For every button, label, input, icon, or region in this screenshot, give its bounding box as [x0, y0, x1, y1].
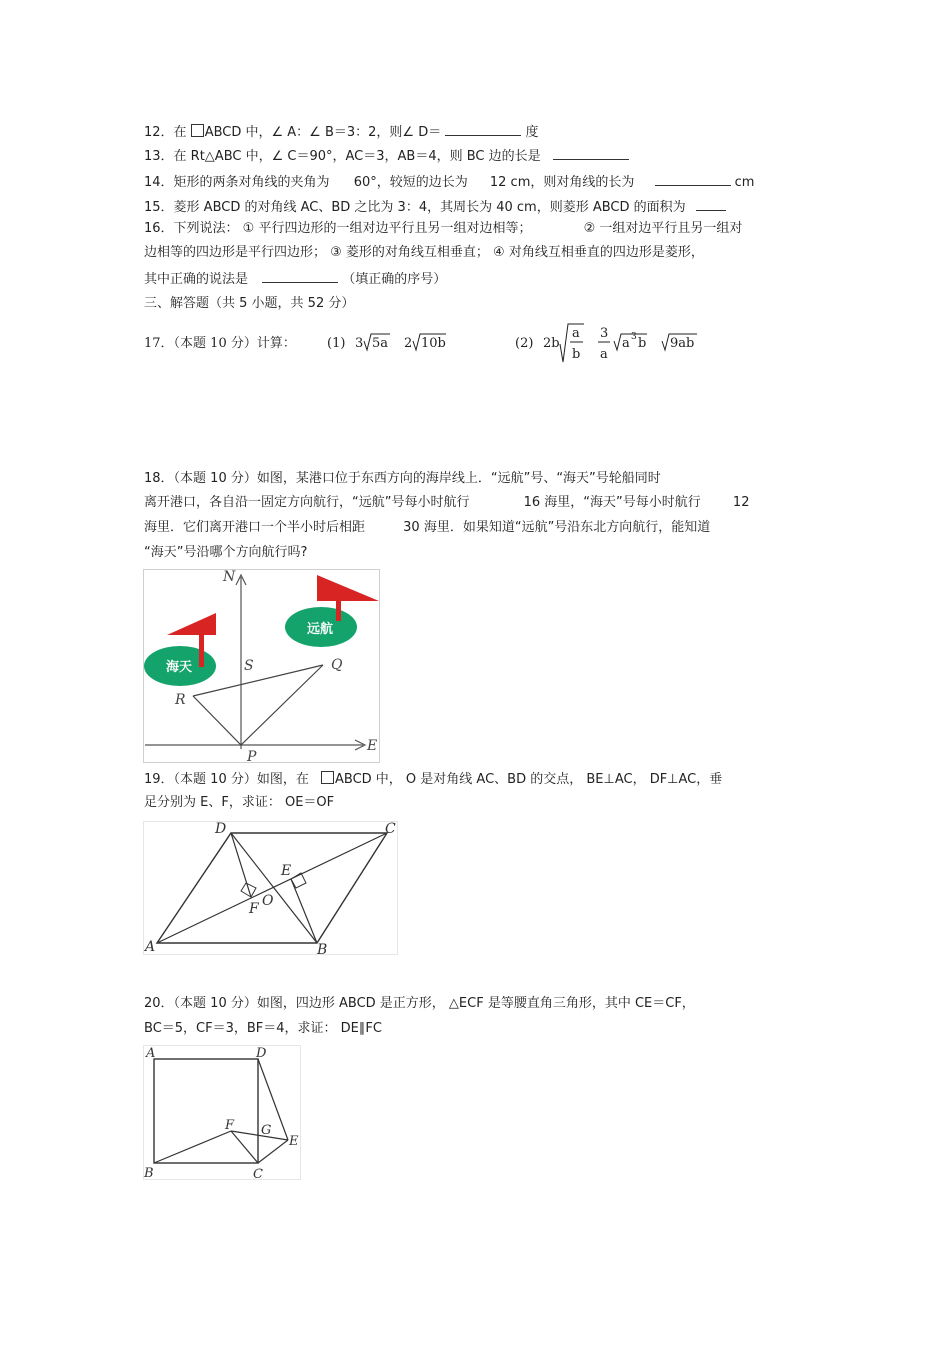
svg-text:b: b	[638, 336, 647, 351]
question-17	[144, 322, 764, 372]
svg-text:远航: 远航	[307, 622, 334, 637]
svg-text:2: 2	[404, 336, 413, 351]
svg-text:E: E	[289, 1134, 299, 1149]
svg-text:Q: Q	[331, 657, 343, 673]
question-18-line-1: 18．（本题 10 分）如图，某港口位于东西方向的海岸线上．“远航”号、“海天”号轮船同时	[144, 471, 661, 486]
svg-text:B: B	[317, 942, 328, 956]
question-20-line-1: 20．（本题 10 分）如图，四边形 ABCD 是正方形， △ECF 是等腰直角三角形，其中 CE＝CF，	[144, 996, 695, 1011]
question-18-line-2: 离开港口，各自沿一固定方向航行，“远航”号每小时航行 16 海里，“海天”号每小时航行 12	[144, 495, 750, 510]
route-lines	[193, 665, 323, 745]
svg-text:P: P	[247, 749, 257, 764]
segment-ce	[258, 1140, 288, 1163]
flag-pole	[336, 599, 341, 621]
diagonal-bd	[231, 833, 317, 943]
answer-blank-15[interactable]	[696, 198, 726, 211]
answer-blank-16[interactable]	[262, 270, 338, 283]
question-18-line-3: 海里．它们离开港口一个半小时后相距 30 海里．如果知道“远航”号沿东北方向航行，能知道	[144, 520, 711, 535]
svg-text:5a: 5a	[372, 336, 389, 351]
flag-pole	[199, 635, 204, 667]
question-16-line-1: 16．下列说法： ① 平行四边形的一组对边平行且另一组对边相等； ② 一组对边平行且另一组对	[144, 221, 743, 236]
segment-fe	[231, 1131, 288, 1140]
svg-text:10b: 10b	[421, 336, 446, 351]
figure-19	[143, 821, 399, 956]
question-19-line-1: 19．（本题 10 分）如图，在 ABCD 中， O 是对角线 AC、BD 的交点， BE⊥AC， DF⊥AC，垂	[144, 772, 723, 787]
svg-text:a: a	[622, 336, 630, 351]
answer-blank-12[interactable]	[445, 123, 521, 136]
segment-df	[231, 833, 251, 897]
svg-text:A: A	[145, 939, 156, 955]
svg-text:F: F	[249, 901, 259, 917]
svg-text:G: G	[261, 1123, 272, 1138]
svg-text:E: E	[281, 863, 292, 879]
question-20-line-2: BC＝5，CF＝3，BF＝4，求证： DE∥FC	[144, 1021, 382, 1036]
svg-text:海天: 海天	[166, 660, 193, 675]
svg-text:3: 3	[355, 336, 364, 351]
svg-text:B: B	[144, 1166, 154, 1181]
answer-blank-14[interactable]	[655, 173, 731, 186]
question-18-line-4: “海天”号沿哪个方向航行吗?	[144, 545, 308, 560]
svg-text:A: A	[146, 1046, 156, 1061]
q17-label: 17．（本题 10 分）计算：	[144, 336, 296, 351]
svg-text:D: D	[215, 821, 227, 837]
svg-text:9ab: 9ab	[670, 336, 695, 351]
svg-text:F: F	[225, 1118, 235, 1133]
question-13: 13．在 Rt△ABC 中，∠ C＝90°，AC＝3，AB＝4，则 BC 边的长是	[144, 147, 629, 165]
svg-text:N: N	[223, 569, 236, 585]
question-16-line-3: 其中正确的说法是 （填正确的序号）	[144, 272, 447, 287]
svg-text:R: R	[175, 692, 186, 708]
figure-frame	[144, 1046, 301, 1180]
svg-text:3: 3	[600, 326, 609, 341]
svg-text:C: C	[253, 1167, 263, 1181]
segment-bf	[154, 1131, 231, 1163]
svg-text:2b: 2b	[543, 336, 560, 351]
svg-text:S: S	[244, 658, 254, 674]
square-abcd	[154, 1059, 258, 1163]
section-title: 三、解答题（共 5 小题，共 52 分）	[144, 296, 355, 311]
question-14: 14．矩形的两条对角线的夹角为 60°，较短的边长为 12 cm，则对角线的长为 cm	[144, 175, 755, 190]
question-19-line-2: 足分别为 E、F，求证： OE＝OF	[144, 795, 335, 810]
flag-haitian-icon	[167, 613, 216, 635]
question-16-line-2: 边相等的四边形是平行四边形； ③ 菱形的对角线互相垂直； ④ 对角线互相垂直的四边形是菱形，	[144, 245, 704, 260]
svg-text:D: D	[256, 1046, 267, 1061]
question-12: 12．在 ABCD 中，∠ A：∠ B＝3：2，则∠ D＝ 度	[144, 125, 539, 140]
flag-yuanhang-icon	[317, 575, 379, 601]
svg-text:C: C	[385, 821, 396, 837]
segment-fc	[231, 1131, 258, 1163]
figure-frame	[144, 822, 398, 955]
svg-text:a: a	[572, 326, 580, 341]
svg-text:a: a	[600, 347, 608, 362]
answer-blank-13[interactable]	[553, 147, 629, 160]
segment-be	[291, 879, 317, 943]
svg-text:b: b	[572, 347, 581, 362]
svg-text:(1): (1)	[327, 336, 346, 351]
parallelogram-symbol	[191, 124, 204, 137]
figure-20	[143, 1045, 303, 1181]
svg-text:E: E	[367, 738, 378, 754]
svg-text:3: 3	[631, 332, 637, 342]
parallelogram-symbol	[321, 771, 334, 784]
question-15: 15．菱形 ABCD 的对角线 AC、BD 之比为 3：4，其周长为 40 cm，则菱形 ABCD 的面积为	[144, 198, 726, 216]
svg-text:(2): (2)	[515, 336, 534, 351]
figure-18	[143, 569, 381, 764]
svg-text:O: O	[262, 893, 274, 909]
